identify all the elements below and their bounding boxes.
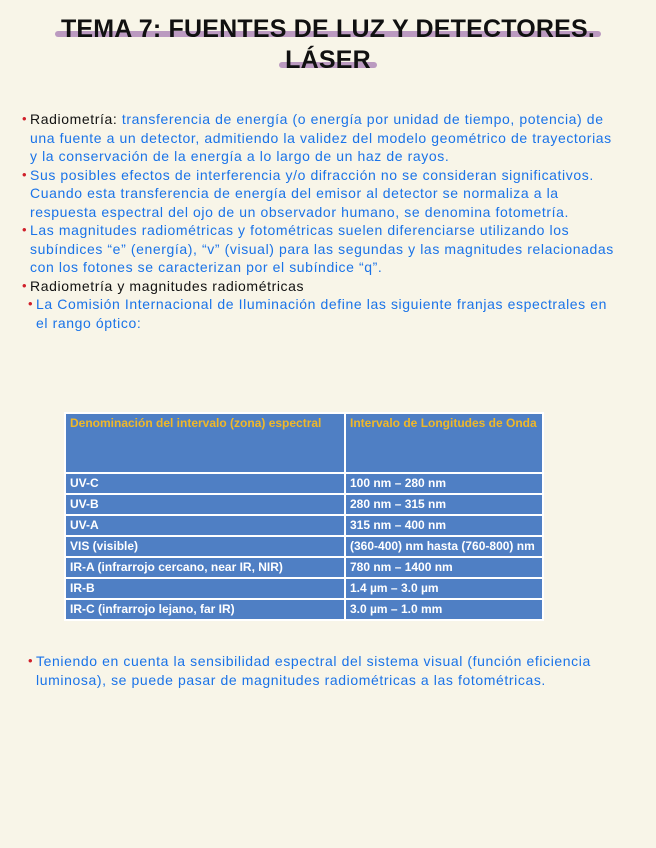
title-line-2: LÁSER xyxy=(285,46,371,74)
table-cell-band: IR-C (infrarrojo lejano, far IR) xyxy=(65,599,345,620)
subparagraph-text: La Comisión Internacional de Iluminación define las siguiente franjas espectrales en el rango óptico: xyxy=(36,296,608,331)
table-cell-band: UV-C xyxy=(65,473,345,494)
paragraph-lead: Radiometría y magnitudes radiométricas xyxy=(30,277,305,294)
table-header-row xyxy=(65,413,543,473)
table-row xyxy=(65,494,543,515)
final-paragraph xyxy=(22,652,622,689)
table-row xyxy=(65,536,543,557)
table-header-cell: Denominación del intervalo (zona) espectral xyxy=(65,413,345,473)
table-cell-range: (360-400) nm hasta (760-800) nm xyxy=(345,536,543,557)
table-cell-range: 3.0 µm – 1.0 mm xyxy=(345,599,543,620)
table-row xyxy=(65,578,543,599)
table-header-cell: Intervalo de Longitudes de Onda xyxy=(345,413,543,473)
table-cell-range: 100 nm – 280 nm xyxy=(345,473,543,494)
table-cell-range: 280 nm – 315 nm xyxy=(345,494,543,515)
bullet-icon: • xyxy=(28,653,34,668)
table-cell-band: IR-B xyxy=(65,578,345,599)
body-content xyxy=(22,110,622,332)
table-cell-band: UV-B xyxy=(65,494,345,515)
paragraph-lead: Radiometría: xyxy=(30,111,122,127)
paragraph-sensibilidad xyxy=(22,652,622,689)
table-cell-band: VIS (visible) xyxy=(65,536,345,557)
bullet-icon: • xyxy=(22,277,28,293)
table-cell-band: UV-A xyxy=(65,515,345,536)
table-row xyxy=(65,515,543,536)
table-cell-range: 1.4 µm – 3.0 µm xyxy=(345,578,543,599)
subparagraph-cie xyxy=(22,295,622,332)
paragraph-radiometria-heading xyxy=(22,277,622,296)
bullet-icon: • xyxy=(22,111,28,126)
table-cell-band: IR-A (infrarrojo cercano, near IR, NIR) xyxy=(65,557,345,578)
paragraph-text: Teniendo en cuenta la sensibilidad espectral del sistema visual (función eficiencia luminosa), se puede pasar de magnitudes radiométricas a las fotométricas. xyxy=(36,653,591,688)
paragraph-radiometria xyxy=(22,110,622,166)
table-cell-range: 780 nm – 1400 nm xyxy=(345,557,543,578)
bullet-icon: • xyxy=(22,222,28,237)
page-title xyxy=(0,14,656,76)
paragraph-interferencia xyxy=(22,166,622,222)
paragraph-text: Sus posibles efectos de interferencia y/o difracción no se consideran significativos. Cuando esta transferencia de energía del emisor al detector se normaliza a la respuesta espectral del ojo de un observador humano, se denomina fotometría. xyxy=(30,166,594,220)
paragraph-text: Las magnitudes radiométricas y fotométricas suelen diferenciarse utilizando los subíndices “e” (energía), “v” (visual) para las segundas y las magnitudes relacionadas con los fotones se caracterizan por el subíndice “q”. xyxy=(30,222,614,275)
bullet-icon: • xyxy=(22,166,28,182)
table-row xyxy=(65,599,543,620)
spectral-bands-table xyxy=(64,412,544,621)
paragraph-magnitudes xyxy=(22,221,622,277)
bullet-icon: • xyxy=(28,296,34,311)
table-row xyxy=(65,473,543,494)
table-cell-range: 315 nm – 400 nm xyxy=(345,515,543,536)
table-row xyxy=(65,557,543,578)
paragraph-text: transferencia de energía (o energía por unidad de tiempo, potencia) de una fuente a un detector, admitiendo la validez del modelo geométrico de trayectorias y la conservación de la energía a lo largo de un haz de rayos. xyxy=(30,111,612,164)
title-line-1: TEMA 7: FUENTES DE LUZ Y DETECTORES. xyxy=(60,15,596,43)
